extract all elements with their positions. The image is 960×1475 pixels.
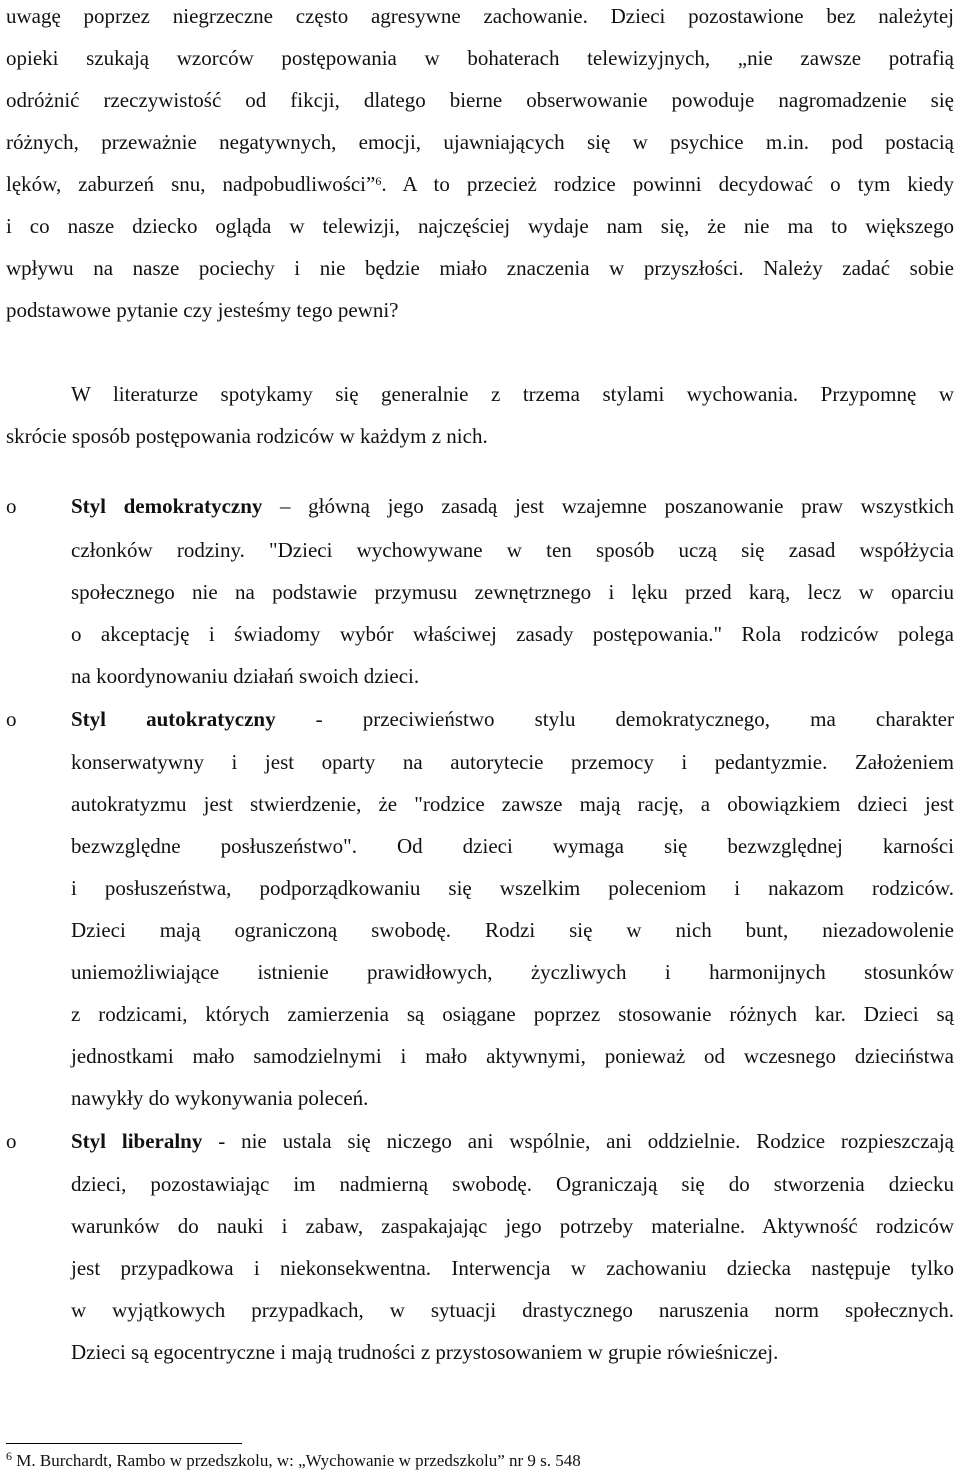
list-item-line: na koordynowaniu działań swoich dzieci.	[71, 664, 420, 688]
list-item-line	[71, 706, 954, 732]
list-item-line: Dzieci mają ograniczoną swobodę. Rodzi się w nich bunt, niezadowolenie	[71, 918, 954, 942]
list-item-line: uniemożliwiające istnienie prawidłowych, życzliwych i harmonijnych stosunków	[71, 960, 954, 984]
bullet-marker: o	[6, 494, 17, 518]
paragraph-line: odróżnić rzeczywistość od fikcji, dlatego bierne obserwowanie powoduje nagromadzenie się	[6, 88, 954, 112]
list-item-line: dzieci, pozostawiając im nadmierną swobodę. Ograniczają się do stworzenia dziecku	[71, 1172, 954, 1196]
paragraph-line: skrócie sposób postępowania rodziców w każdym z nich.	[6, 424, 488, 448]
text-run: – główną jego zasadą jest wzajemne poszanowanie praw wszystkich	[262, 494, 954, 518]
list-item-line: z rodzicami, których zamierzenia są osiągane poprzez stosowanie różnych kar. Dzieci są	[71, 1002, 954, 1026]
paragraph-line: różnych, przeważnie negatywnych, emocji, ujawniających się w psychice m.in. pod postacią	[6, 130, 954, 154]
paragraph-line: wpływu na nasze pociechy i nie będzie miało znaczenia w przyszłości. Należy zadać sobie	[6, 256, 954, 280]
footnote	[6, 1450, 581, 1472]
footnote-number: 6	[6, 1449, 12, 1463]
footnote-text: M. Burchardt, Rambo w przedszkolu, w: „Wychowanie w przedszkolu” nr 9 s. 548	[12, 1451, 581, 1470]
text-run: - przeciwieństwo stylu demokratycznego, ma charakter	[275, 707, 954, 731]
list-item-line: członków rodziny. "Dzieci wychowywane w ten sposób uczą się zasad współżycia	[71, 538, 954, 562]
list-item-line: nawykły do wykonywania poleceń.	[71, 1086, 369, 1110]
style-name: Styl autokratyczny	[71, 707, 276, 731]
style-name: Styl liberalny	[71, 1129, 203, 1153]
paragraph-line: podstawowe pytanie czy jesteśmy tego pewni?	[6, 298, 399, 322]
list-item-line: o akceptację i świadomy wybór właściwej zasady postępowania." Rola rodziców polega	[71, 622, 954, 646]
list-item-line	[71, 493, 954, 519]
bullet-marker: o	[6, 1129, 17, 1153]
list-item-line: społecznego nie na podstawie przymusu zewnętrznego i lęku przed karą, lecz w oparciu	[71, 580, 954, 604]
list-item-line: bezwzględne posłuszeństwo". Od dzieci wymaga się bezwzględnej karności	[71, 834, 954, 858]
footnote-separator	[6, 1443, 242, 1444]
text-run: . A to przecież rodzice powinni decydować o tym kiedy	[381, 172, 954, 196]
style-name: Styl demokratyczny	[71, 494, 263, 518]
list-item-line: warunków do nauki i zabaw, zaspakajając jego potrzeby materialne. Aktywność rodziców	[71, 1214, 954, 1238]
list-item-line: Dzieci są egocentryczne i mają trudności z przystosowaniem w grupie rówieśniczej.	[71, 1340, 779, 1364]
list-item-line: autokratyzmu jest stwierdzenie, że "rodzice zawsze mają rację, a obowiązkiem dzieci jest	[71, 792, 954, 816]
bullet-marker: o	[6, 707, 17, 731]
paragraph-line	[6, 171, 954, 197]
list-item-line: konserwatywny i jest oparty na autorytecie przemocy i pedantyzmie. Założeniem	[71, 750, 954, 774]
text-run: - nie ustala się niczego ani wspólnie, ani oddzielnie. Rodzice rozpieszczają	[202, 1129, 955, 1153]
list-item-line: i posłuszeństwa, podporządkowaniu się wszelkim poleceniom i nakazom rodziców.	[71, 876, 954, 900]
list-item-line	[71, 1128, 954, 1154]
list-item-line: jest przypadkowa i niekonsekwentna. Interwencja w zachowaniu dziecka następuje tylko	[71, 1256, 954, 1280]
paragraph-line: i co nasze dziecko ogląda w telewizji, najczęściej wydaje nam się, że nie ma to większego	[6, 214, 954, 238]
list-item-line: w wyjątkowych przypadkach, w sytuacji drastycznego naruszenia norm społecznych.	[71, 1298, 954, 1322]
paragraph-line: W literaturze spotykamy się generalnie z trzema stylami wychowania. Przypomnę w	[71, 382, 954, 406]
text-run: lęków, zaburzeń snu, nadpobudliwości”	[6, 172, 376, 196]
list-item-line: jednostkami mało samodzielnymi i mało aktywnymi, ponieważ od wczesnego dzieciństwa	[71, 1044, 954, 1068]
paragraph-line: opieki szukają wzorców postępowania w bohaterach telewizyjnych, „nie zawsze potrafią	[6, 46, 954, 70]
footnote-ref[interactable]: 6	[375, 174, 382, 188]
paragraph-line: uwagę poprzez niegrzeczne często agresywne zachowanie. Dzieci pozostawione bez należytej	[6, 4, 954, 28]
